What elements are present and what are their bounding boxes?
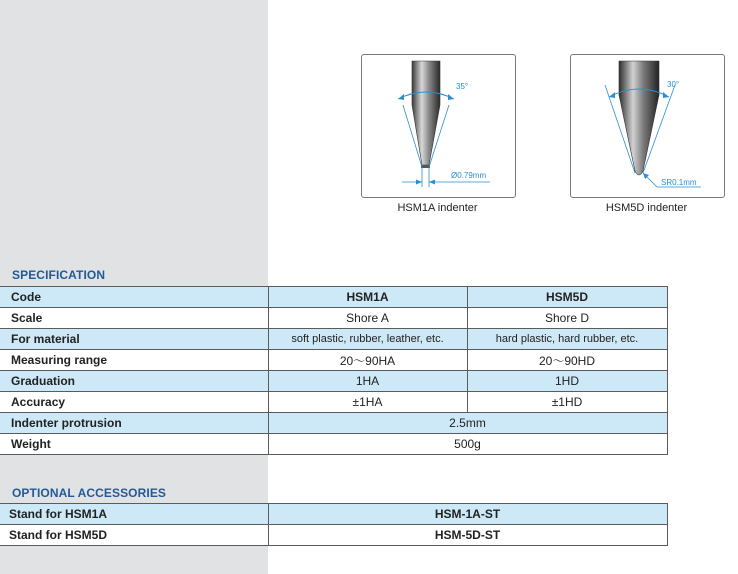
- spec-value-hsm1a: Shore A: [268, 308, 467, 329]
- specification-table: [0, 286, 668, 455]
- spec-value-hsm5d: 20～90HD: [467, 350, 667, 371]
- hsm1a-indenter-caption: HSM1A indenter: [397, 202, 478, 214]
- specification-title: SPECIFICATION: [12, 268, 106, 282]
- spec-value-hsm5d: hard plastic, hard rubber, etc.: [467, 329, 667, 350]
- accessory-row: [0, 525, 667, 546]
- spec-value-hsm5d: Shore D: [467, 308, 667, 329]
- hsm1a-angle-label: 35°: [456, 82, 469, 91]
- spec-value-hsm5d: 1HD: [467, 371, 667, 392]
- accessory-value: HSM-5D-ST: [268, 525, 667, 546]
- spec-label: For material: [0, 329, 268, 350]
- accessory-label: Stand for HSM5D: [0, 525, 268, 546]
- spec-row-code: [0, 287, 667, 308]
- spec-label: Scale: [0, 308, 268, 329]
- spec-value-hsm1a: 1HA: [268, 371, 467, 392]
- spec-label: Accuracy: [0, 392, 268, 413]
- accessories-title: OPTIONAL ACCESSORIES: [12, 486, 167, 500]
- spec-value-hsm1a: ±1HA: [268, 392, 467, 413]
- spec-label: Indenter protrusion: [0, 413, 268, 434]
- hsm1a-diameter-label: Ø0.79mm: [451, 171, 487, 180]
- spec-value-hsm1a: 20～90HA: [268, 350, 467, 371]
- spec-value-merged: 2.5mm: [268, 413, 667, 434]
- hsm1a-indenter-drawing: [362, 55, 515, 197]
- spec-row-accuracy: [0, 392, 667, 413]
- spec-row-graduation: [0, 371, 667, 392]
- spec-value-hsm1a: soft plastic, rubber, leather, etc.: [268, 329, 467, 350]
- spec-row-indenter-protrusion: [0, 413, 667, 434]
- spec-label: Measuring range: [0, 350, 268, 371]
- spec-value-hsm5d: HSM5D: [467, 287, 667, 308]
- spec-label: Graduation: [0, 371, 268, 392]
- hsm5d-indenter-drawing: [571, 55, 724, 197]
- hsm1a-indenter-figure: [361, 54, 516, 198]
- spec-value-hsm1a: HSM1A: [268, 287, 467, 308]
- spec-value-merged: 500g: [268, 434, 667, 455]
- hsm5d-indenter-caption: HSM5D indenter: [605, 202, 688, 214]
- hsm5d-radius-label: SR0.1mm: [661, 178, 697, 187]
- accessory-value: HSM-1A-ST: [268, 504, 667, 525]
- spec-row-material: [0, 329, 667, 350]
- spec-label: Weight: [0, 434, 268, 455]
- spec-value-hsm5d: ±1HD: [467, 392, 667, 413]
- accessory-row: [0, 504, 667, 525]
- accessories-table: [0, 503, 668, 546]
- hsm5d-angle-label: 30°: [667, 80, 680, 89]
- hsm5d-indenter-figure: [570, 54, 725, 198]
- spec-row-weight: [0, 434, 667, 455]
- spec-row-measuring-range: [0, 350, 667, 371]
- spec-row-scale: [0, 308, 667, 329]
- spec-label: Code: [0, 287, 268, 308]
- accessory-label: Stand for HSM1A: [0, 504, 268, 525]
